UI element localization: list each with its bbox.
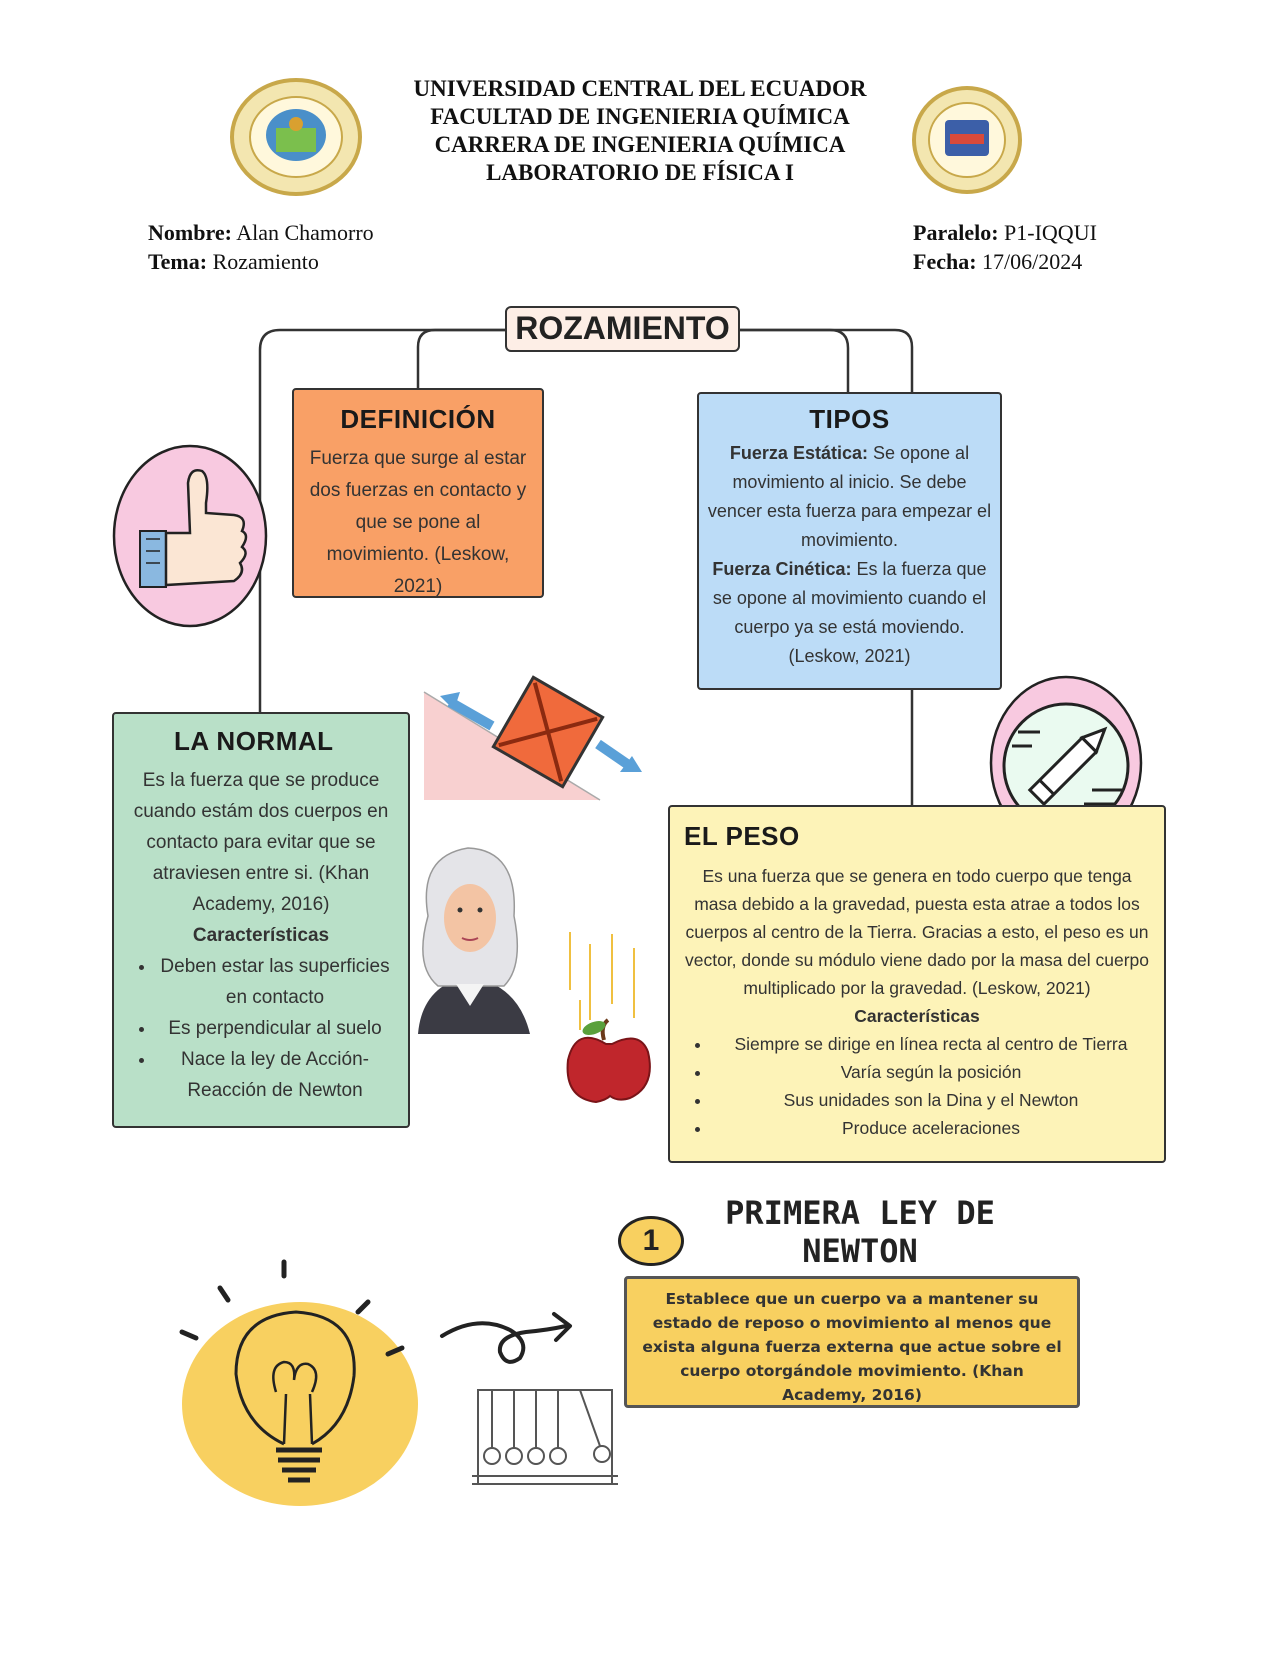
list-item: • Nace la ley de Acción-Reacción de Newton <box>156 1044 394 1106</box>
weight-title: EL PESO <box>684 821 800 851</box>
normal-force-title: LA NORMAL <box>174 726 334 756</box>
apple-icon <box>560 930 660 1110</box>
kinetic-friction-label: Fuerza Cinética: <box>712 559 852 579</box>
date: Fecha: 17/06/2024 <box>913 249 1083 274</box>
types-title: TIPOS <box>809 404 890 434</box>
list-item: • Es perpendicular al suelo <box>156 1013 394 1044</box>
thumbs-up-icon <box>110 443 270 629</box>
static-friction-label: Fuerza Estática: <box>729 443 868 463</box>
list-item: • Siempre se dirige en línea recta al centro de Tierra <box>712 1030 1150 1058</box>
newtons-cradle-icon <box>470 1384 620 1490</box>
static-friction-text: Se opone al movimiento al inicio. Se debe vencer esta fuerza para empezar el movimiento. <box>707 443 992 550</box>
university-name: UNIVERSIDAD CENTRAL DEL ECUADOR <box>413 76 867 101</box>
main-title: ROZAMIENTO <box>505 306 740 352</box>
weight-text: Es una fuerza que se genera en todo cuerpo que tenga masa debido a la gravedad, puesta esta atrae a todos los cuerpos al centro de la Tierra. Gracias a esto, el peso es un vector, donde su módulo viene dado por la masa del cuerpo multiplicado por la gravedad. (Leskow, 2021) <box>684 866 1150 998</box>
weight-characteristics-list <box>684 1030 1150 1142</box>
normal-force-card <box>112 712 410 1128</box>
lightbulb-icon <box>172 1254 432 1510</box>
curly-arrow-icon <box>438 1306 578 1376</box>
weight-characteristics-title: Características <box>854 1006 980 1026</box>
faculty-name: FACULTAD DE INGENIERIA QUÍMICA <box>430 104 850 129</box>
student-name: Nombre: Alan Chamorro <box>148 220 374 245</box>
list-item: • Produce aceleraciones <box>712 1114 1150 1142</box>
weight-card <box>668 805 1166 1163</box>
normal-force-text: Es la fuerza que se produce cuando estám dos cuerpos en contacto para evitar que se atraviesen entre si. (Khan Academy, 2016) <box>133 770 389 915</box>
list-item: • Varía según la posición <box>712 1058 1150 1086</box>
definition-text: Fuerza que surge al estar dos fuerzas en contacto y que se pone al movimiento. (Leskow, 2021) <box>309 448 527 597</box>
lab-name: LABORATORIO DE FÍSICA I <box>486 160 794 185</box>
incline-box-icon <box>420 660 650 805</box>
topic: Tema: Rozamiento <box>148 249 319 274</box>
definition-card <box>292 388 544 598</box>
newton-portrait-icon <box>398 836 540 1034</box>
list-item: • Sus unidades son la Dina y el Newton <box>712 1086 1150 1114</box>
list-item: • Deben estar las superficies en contacto <box>156 951 394 1013</box>
kinetic-friction-text: Es la fuerza que se opone al movimiento cuando el cuerpo ya se está moviendo. <box>712 559 987 637</box>
career-name: CARRERA DE INGENIERIA QUÍMICA <box>434 132 846 157</box>
types-text <box>707 439 992 671</box>
types-citation: (Leskow, 2021) <box>788 646 911 666</box>
newton-law-card <box>624 1276 1080 1408</box>
law-number-badge: 1 <box>618 1216 684 1266</box>
normal-characteristics-title: Características <box>192 925 330 946</box>
section: Paralelo: P1-IQQUI <box>913 220 1097 245</box>
types-card <box>697 392 1002 690</box>
definition-title: DEFINICIÓN <box>340 404 496 434</box>
newton-law-title: PRIMERA LEY DE NEWTON <box>725 1194 995 1270</box>
normal-characteristics-list <box>128 951 394 1106</box>
newton-law-text: Establece que un cuerpo va a mantener su estado de reposo o movimiento al menos que exista alguna fuerza externa que actue sobre el cuerpo otorgándole movimiento. (Khan Academy, 2016) <box>642 1290 1062 1404</box>
